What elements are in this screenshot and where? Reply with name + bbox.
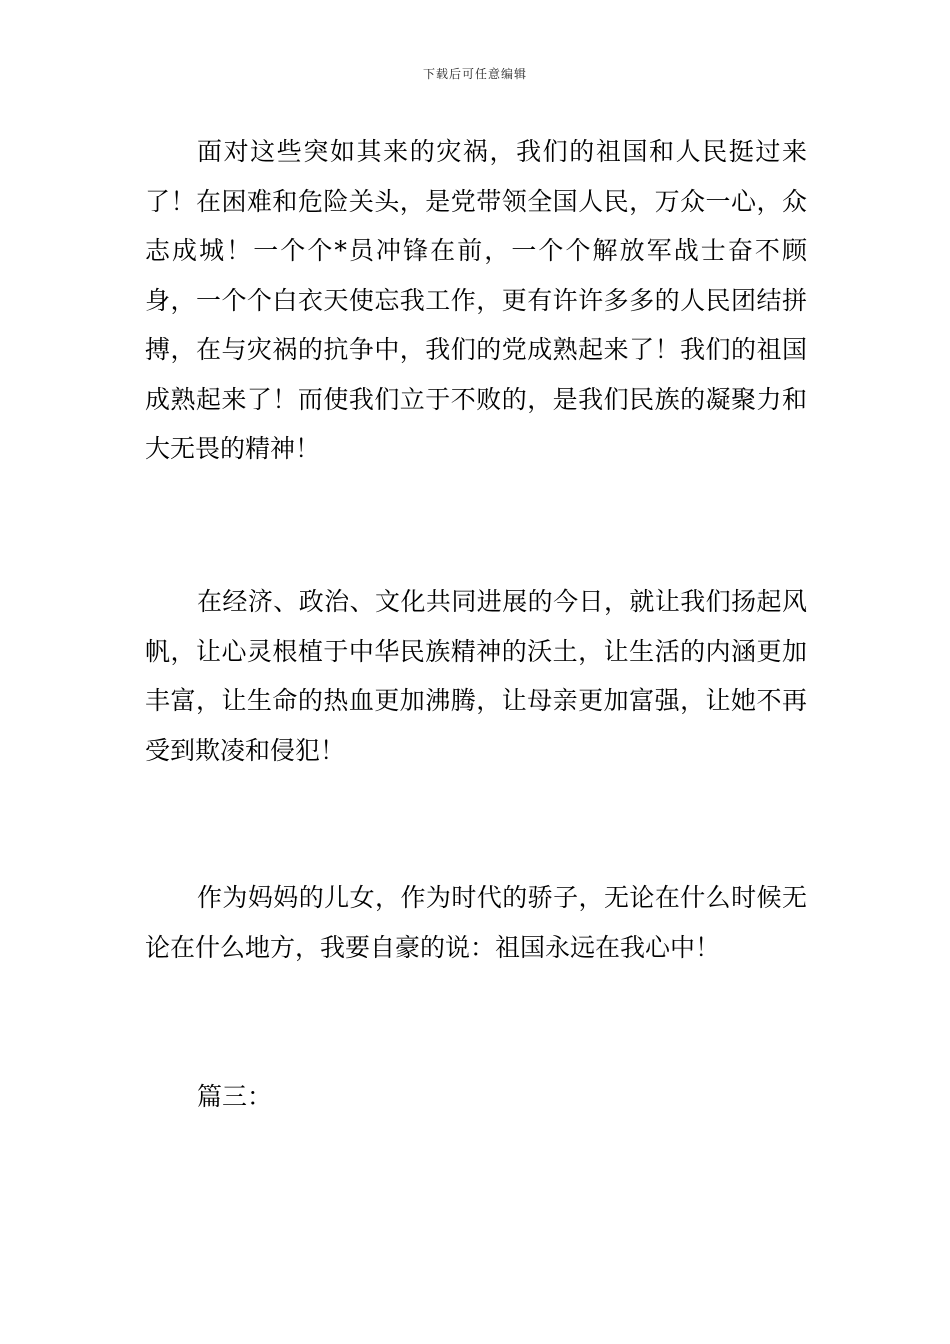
paragraph-raise-sails: 在经济、政治、文化共同进展的今日，就让我们扬起风帆，让心灵根植于中华民族精神的沃土，让生活的内涵更加丰富，让生命的热血更加沸腾，让母亲更加富强，让她不再受到欺凌和侵犯！	[145, 587, 807, 765]
paragraph-disaster-unity: 面对这些突如其来的灾祸，我们的祖国和人民挺过来了！在困难和危险关头，是党带领全国人民，万众一心，众志成城！一个个*员冲锋在前，一个个解放军战士奋不顾身，一个个白衣天使忘我工作，更有许许多多的人民团结拼搏，在与灾祸的抗争中，我们的党成熟起来了！我们的祖国成熟起来了！而使我们立于不败的，是我们民族的凝聚力和大无畏的精神！	[145, 137, 807, 463]
page-header-note: 下载后可任意编辑	[422, 67, 527, 81]
paragraph-motherland-in-heart: 作为妈妈的儿女，作为时代的骄子，无论在什么时候无论在什么地方，我要自豪的说：祖国永远在我心中！	[145, 883, 807, 962]
section-heading-part-three: 篇三：	[197, 1082, 273, 1111]
